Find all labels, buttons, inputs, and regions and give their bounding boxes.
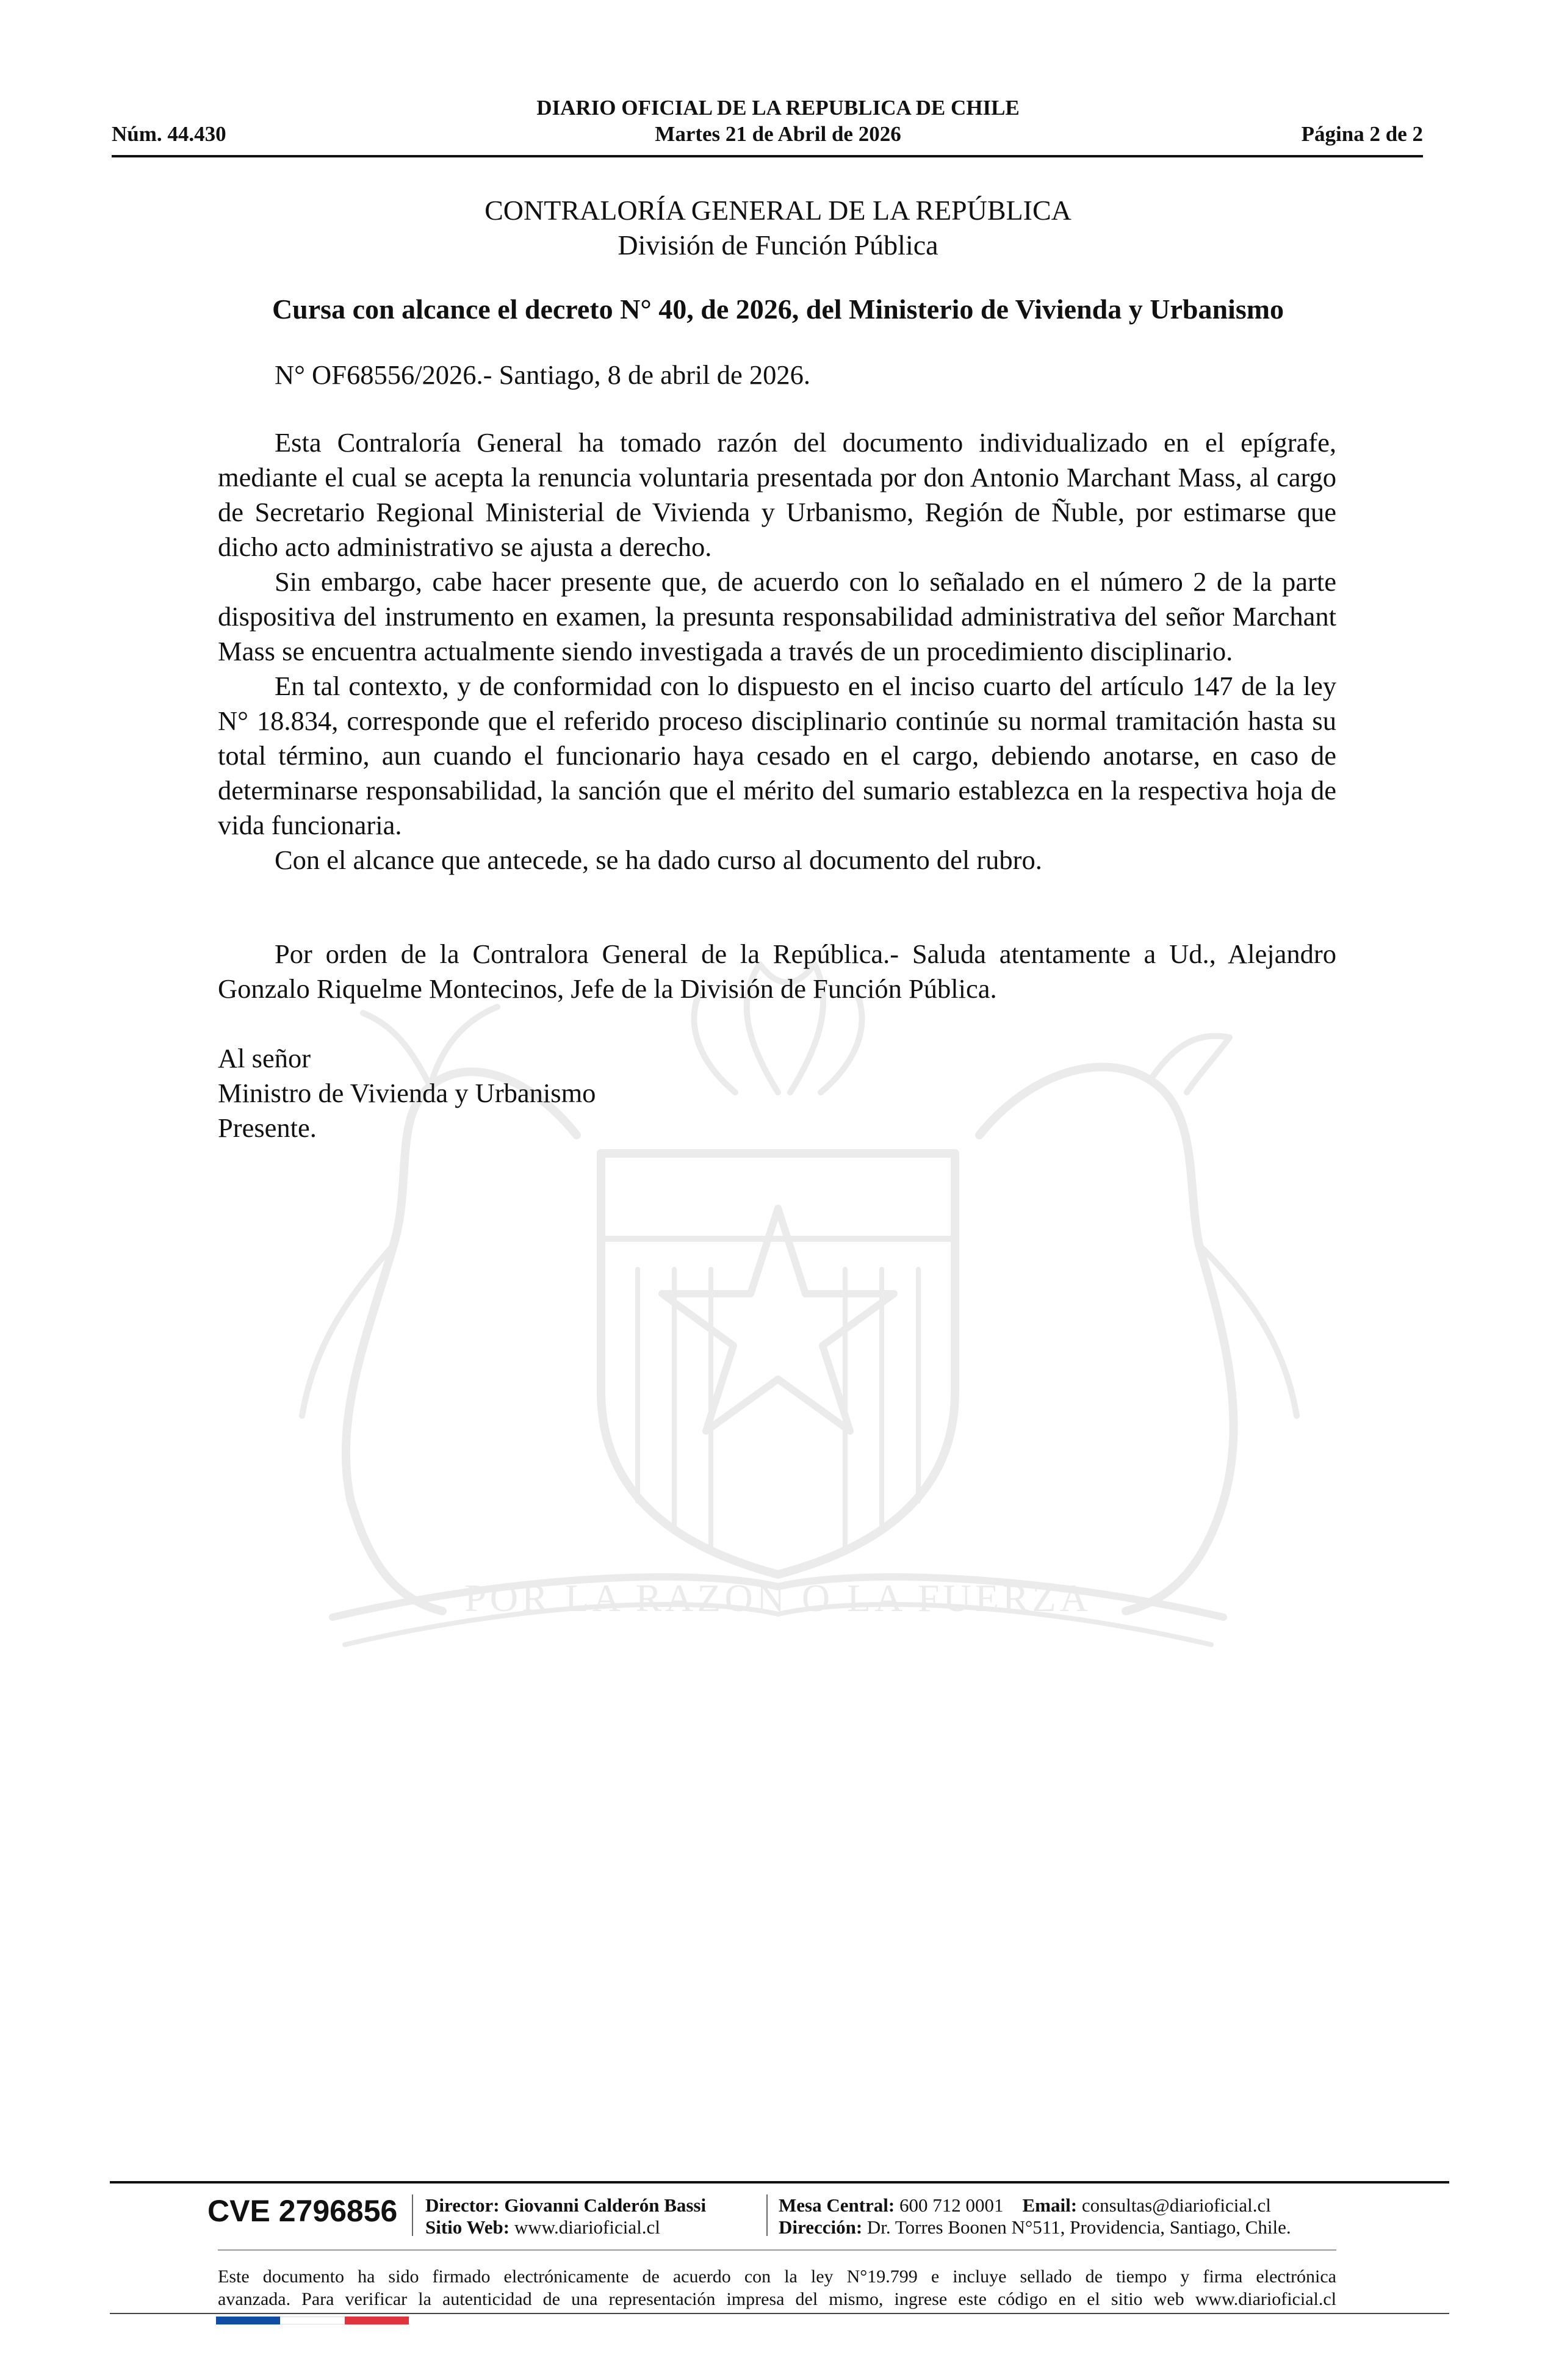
- footer-separator: [412, 2194, 413, 2236]
- header-divider: [112, 155, 1423, 157]
- director-name: Giovanni Calderón Bassi: [504, 2194, 707, 2216]
- body-paragraph-4: Con el alcance que antecede, se ha dado curso al documento del rubro.: [275, 845, 1042, 875]
- flag-white-segment: [280, 2317, 344, 2324]
- watermark-motto: POR LA RAZON O LA FUERZA: [464, 1576, 1092, 1620]
- addressee-line-3: Presente.: [218, 1112, 317, 1143]
- footer-bottom-rule: [110, 2313, 1449, 2314]
- document-subject: Cursa con alcance el decreto N° 40, de 2026, del Ministerio de Vivienda y Urbanismo: [272, 294, 1284, 325]
- body-paragraph-3: En tal contexto, y de conformidad con lo dispuesto en el inciso cuarto del artículo 147 de la ley N° 18.834, corresponde que el referido proceso disciplinario continúe su normal tramitación hasta su total término, aun cuando el funcionario haya cesado en el cargo, debiendo anotarse, en caso de determinarse responsabilidad, la sanción que el mérito del sumario establezca en la respectiva hoja de vida funcionaria.: [218, 671, 1336, 840]
- signature-note-line-2: avanzada. Para verificar la autenticidad de una representación impresa del mismo, ingrese este código en el sitio web www.diarioficial.cl: [218, 2289, 1336, 2309]
- addressee-line-1: Al señor: [218, 1043, 311, 1073]
- issue-date: Martes 21 de Abril de 2026: [655, 122, 901, 146]
- footer-note-divider: [218, 2249, 1336, 2251]
- chile-flag-stripe: [216, 2317, 409, 2324]
- email-label: Email:: [1022, 2194, 1078, 2216]
- closing-block: [218, 937, 1336, 1006]
- page-indicator: Página 2 de 2: [1301, 122, 1423, 146]
- footer-top-rule: [110, 2181, 1449, 2183]
- body-paragraph-2: Sin embargo, cabe hacer presente que, de acuerdo con lo señalado en el número 2 de la parte dispositiva del instrumento en examen, la presunta responsabilidad administrativa del señor Marchant Mass se encuentra actualmente siendo investigada a través de un procedimiento disciplinario.: [218, 566, 1336, 666]
- footer-contact-block: [779, 2194, 1291, 2238]
- division-name: División de Función Pública: [618, 229, 938, 261]
- website-label: Sitio Web:: [425, 2216, 510, 2238]
- addressee-block: [218, 1041, 1336, 1145]
- address-text: Dr. Torres Boonen N°511, Providencia, Santiago, Chile.: [866, 2216, 1291, 2238]
- footer-separator: [766, 2194, 768, 2236]
- closing-paragraph: Por orden de la Contralora General de la República.- Saluda atentamente a Ud., Alejandro Gonzalo Riquelme Montecinos, Jefe de la División de Función Pública.: [218, 939, 1336, 1004]
- newspaper-title: DIARIO OFICIAL DE LA REPUBLICA DE CHILE: [536, 96, 1020, 120]
- issue-number: Núm. 44.430: [112, 122, 226, 146]
- footer-director-block: [425, 2194, 706, 2238]
- signature-note: [218, 2265, 1336, 2310]
- signature-note-line-1: Este documento ha sido firmado electrónicamente de acuerdo con la ley N°19.799 e incluye sellado de tiempo y firma electrónica: [218, 2266, 1336, 2287]
- phone-number: 600 712 0001: [899, 2194, 1004, 2216]
- flag-blue-segment: [216, 2317, 280, 2324]
- addressee-line-2: Ministro de Vivienda y Urbanismo: [218, 1078, 596, 1108]
- institution-name: CONTRALORÍA GENERAL DE LA REPÚBLICA: [484, 195, 1072, 226]
- flag-red-segment: [345, 2317, 409, 2324]
- director-label: Director:: [425, 2194, 500, 2216]
- cve-code: CVE 2796856: [207, 2194, 398, 2228]
- phone-label: Mesa Central:: [779, 2194, 895, 2216]
- body-paragraphs: [218, 425, 1336, 878]
- reference-line: [218, 358, 1336, 392]
- body-paragraph-1: Esta Contraloría General ha tomado razón del documento individualizado en el epígrafe, mediante el cual se acepta la renuncia voluntaria presentada por don Antonio Marchant Mass, al cargo de Secretario Regional Ministerial de Vivienda y Urbanismo, Región de Ñuble, por estimarse que dicho acto administrativo se ajusta a derecho.: [218, 427, 1336, 562]
- email-link[interactable]: consultas@diarioficial.cl: [1081, 2194, 1271, 2216]
- reference-text: N° OF68556/2026.- Santiago, 8 de abril de 2026.: [275, 359, 811, 390]
- address-label: Dirección:: [779, 2216, 863, 2238]
- website-link[interactable]: www.diarioficial.cl: [514, 2216, 660, 2238]
